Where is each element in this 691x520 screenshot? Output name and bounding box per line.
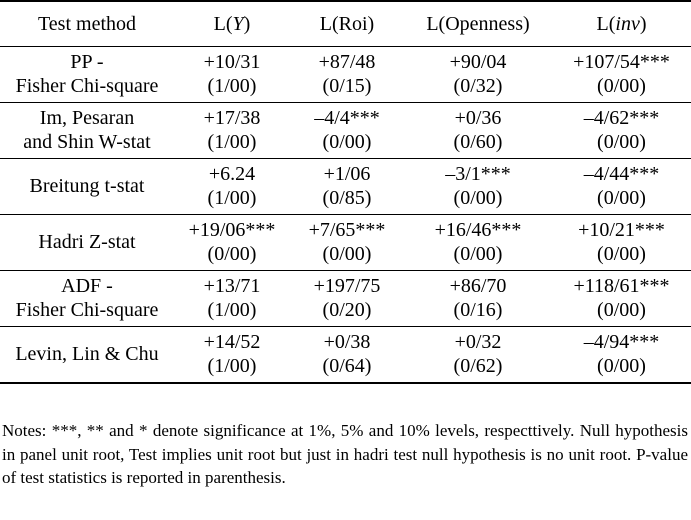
p-value: (0/00) <box>597 299 646 321</box>
test-method-label: Levin, Lin & Chu <box>15 343 159 365</box>
p-value: (1/00) <box>207 355 257 377</box>
test-method-label: ADF - <box>61 275 113 297</box>
test-statistic: +17/38 <box>203 107 261 129</box>
p-value: (0/00) <box>597 131 646 153</box>
p-value: (0/00) <box>597 243 646 265</box>
cell-inv <box>552 159 691 215</box>
test-method-label: and Shin W-stat <box>23 131 151 153</box>
cell-y <box>174 47 290 103</box>
table-row <box>0 47 691 103</box>
cell-inv <box>552 271 691 327</box>
p-value: (0/00) <box>453 243 503 265</box>
header-ly: L(Y) <box>213 13 251 35</box>
cell-y <box>174 215 290 271</box>
p-value: (0/00) <box>597 187 646 209</box>
p-value: (0/15) <box>322 75 372 97</box>
cell-openness <box>404 47 552 103</box>
table-row <box>0 215 691 271</box>
header-lopenness: L(Openness) <box>426 13 530 35</box>
cell-inv <box>552 327 691 384</box>
p-value: (1/00) <box>207 299 257 321</box>
p-value: (0/00) <box>597 355 646 377</box>
test-method-cell <box>0 215 174 271</box>
test-statistic: +107/54*** <box>573 51 670 73</box>
p-value: (1/00) <box>207 187 257 209</box>
test-method-label: Im, Pesaran <box>39 107 135 129</box>
cell-openness <box>404 215 552 271</box>
test-statistic: +87/48 <box>318 51 376 73</box>
test-statistic: –3/1*** <box>445 163 511 185</box>
cell-roi <box>290 215 404 271</box>
p-value: (0/60) <box>453 131 503 153</box>
test-method-cell <box>0 327 174 384</box>
test-statistic: +0/36 <box>454 107 502 129</box>
test-method-label: Hadri Z-stat <box>38 231 136 253</box>
test-method-label: PP - <box>70 51 104 73</box>
table-notes: Notes: ***, ** and * denote significance at 1%, 5% and 10% levels, respecttively. Null hypothesis in panel unit root, Test implies unit root but just in hadri test null hypothesis is no unit root. P-value of test statistics is reported in parenthesis. <box>2 421 688 487</box>
test-statistic: +0/32 <box>454 331 502 353</box>
test-method-label: Fisher Chi-square <box>15 299 159 321</box>
table-header-row <box>0 1 691 47</box>
cell-inv <box>552 103 691 159</box>
test-statistic: +1/06 <box>323 163 371 185</box>
test-statistic: +10/31 <box>203 51 261 73</box>
p-value: (0/00) <box>597 75 646 97</box>
test-method-label: Fisher Chi-square <box>15 75 159 97</box>
test-statistic: –4/94*** <box>583 331 660 353</box>
table-row <box>0 159 691 215</box>
test-statistic: +6.24 <box>208 163 256 185</box>
test-statistic: +13/71 <box>203 275 261 297</box>
p-value: (0/00) <box>322 243 372 265</box>
test-method-cell <box>0 47 174 103</box>
cell-roi <box>290 159 404 215</box>
cell-y <box>174 159 290 215</box>
test-statistic: +90/04 <box>449 51 507 73</box>
cell-roi <box>290 103 404 159</box>
header-linv: L(inv) <box>596 13 647 35</box>
test-method-cell <box>0 271 174 327</box>
p-value: (0/20) <box>322 299 372 321</box>
cell-inv <box>552 47 691 103</box>
test-statistic: +7/65*** <box>308 219 386 241</box>
p-value: (1/00) <box>207 131 257 153</box>
table-row <box>0 271 691 327</box>
test-statistic: –4/62*** <box>583 107 660 129</box>
p-value: (0/62) <box>453 355 503 377</box>
p-value: (0/00) <box>207 243 257 265</box>
table-body <box>0 47 691 384</box>
test-method-label: Breitung t-stat <box>29 175 145 197</box>
test-statistic: –4/44*** <box>583 163 660 185</box>
test-statistic: +0/38 <box>323 331 371 353</box>
p-value: (0/85) <box>322 187 372 209</box>
test-statistic: +10/21*** <box>578 219 665 241</box>
header-test-method: Test method <box>37 13 137 35</box>
test-statistic: +16/46*** <box>434 219 522 241</box>
cell-y <box>174 327 290 384</box>
cell-openness <box>404 103 552 159</box>
test-statistic: +14/52 <box>203 331 261 353</box>
p-value: (0/00) <box>322 131 372 153</box>
test-method-cell <box>0 159 174 215</box>
test-statistic: +197/75 <box>313 275 381 297</box>
table-row <box>0 103 691 159</box>
p-value: (0/64) <box>322 355 372 377</box>
test-statistic: +118/61*** <box>573 275 670 297</box>
cell-inv <box>552 215 691 271</box>
header-lroi: L(Roi) <box>319 13 375 35</box>
cell-roi <box>290 271 404 327</box>
p-value: (0/00) <box>453 187 503 209</box>
cell-openness <box>404 159 552 215</box>
cell-openness <box>404 271 552 327</box>
cell-roi <box>290 47 404 103</box>
cell-roi <box>290 327 404 384</box>
cell-y <box>174 271 290 327</box>
test-statistic: +19/06*** <box>188 219 276 241</box>
cell-openness <box>404 327 552 384</box>
test-method-cell <box>0 103 174 159</box>
cell-y <box>174 103 290 159</box>
p-value: (0/32) <box>453 75 503 97</box>
test-statistic: +86/70 <box>449 275 507 297</box>
p-value: (0/16) <box>453 299 503 321</box>
p-value: (1/00) <box>207 75 257 97</box>
test-statistic: –4/4*** <box>314 107 380 129</box>
table-row <box>0 327 691 384</box>
